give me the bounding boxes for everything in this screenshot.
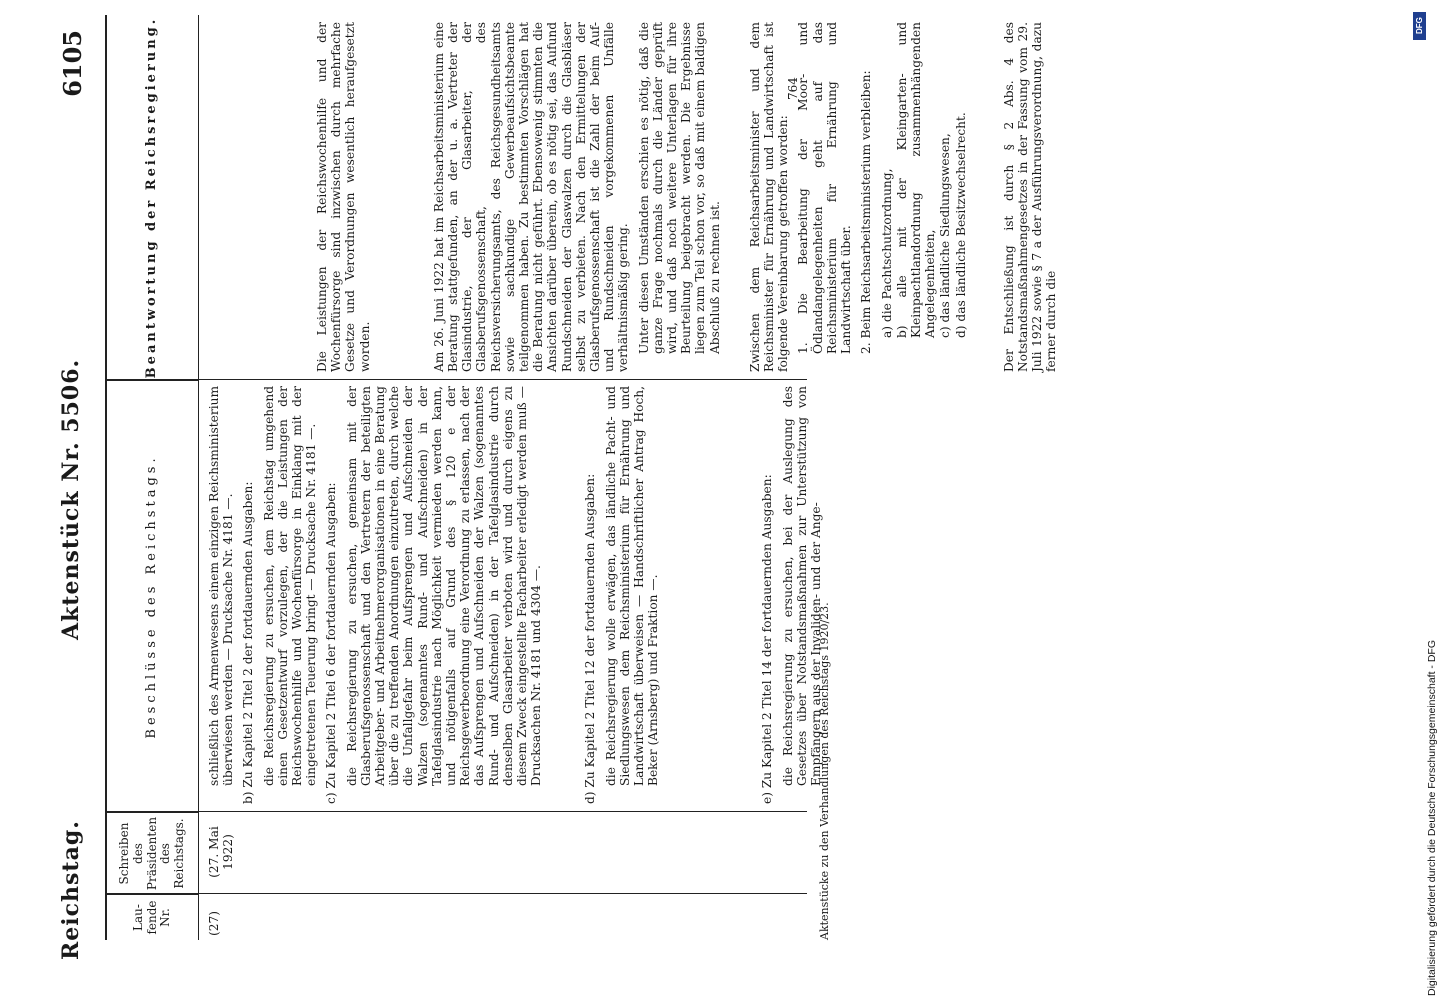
resolutions-cell (207, 386, 829, 804)
resolution-c-text: die Reichsregierung zu ersuchen, gemeinsam mit der Glasberufsgenossenschaft und den Vertretern der beteiligten Arbeitgeber- und Arbeitnehmerorganisationen in eine Beratung über die zu treffenden Anordnungen einzutreten, durch welche die Unfallgefahr beim Aufsprengen und Aufschneiden der Walzen (sogenanntes Rund- und Aufschneiden) in der Tafelglasindustrie nach Möglichkeit vermieden werden kann, und nötigenfalls auf Grund des § 120 e der Reichsgewerbeordnung eine Verordnung zu erlassen, nach der das Aufsprengen und Aufschneiden der Walzen (sogenanntes Rund- und Aufschneiden) in der Tafelglasindustrie durch denselben Glasarbeiter verboten wird und durch eigens zu diesem Zweck eingestellte Facharbeiter erledigt werden muß — Drucksachen Nr. 4181 und 4304 —. (344, 386, 544, 786)
answer-e: Der Entschließung ist durch § 2 Abs. 4 des Notstandsmaßnahmengesetzes in der Fassung vom 29. Juli 1922 sowie § 7 a der Ausführungsverordnung, dazu ferner durch die (1001, 22, 1059, 372)
resolution-d-heading: d) Zu Kapitel 2 Titel 12 der fortdauernden Ausgaben: (583, 473, 598, 804)
page-footer: Aktenstücke zu den Verhandlungen des Reichstags 1920/23. (818, 602, 831, 940)
resolution-c-heading: c) Zu Kapitel 2 Titel 6 der fortdauernden Ausgaben: (324, 482, 339, 804)
header-title: Aktenstück Nr. 5506. (58, 358, 84, 640)
column-divider (107, 811, 807, 812)
page-number: 6105 (58, 30, 87, 97)
answer-d-item-2a: a) die Pachtschutzordnung, (879, 168, 894, 338)
header-left: Reichstag. (58, 820, 84, 960)
resolution-b-text: die Reichsregierung zu ersuchen, dem Reichstag umgehend einen Gesetzentwurf vorzulegen, der die Leistungen der Reichswochenhilfe und Wochenfürsorge in Einklang mit der eingetretenen Teuerung bringt — Drucksache Nr. 4181 —. (261, 386, 319, 786)
resolution-d-text: die Reichsregierung wolle erwägen, das ländliche Pacht- und Siedlungswesen dem Reichsministerium für Ernährung und Landwirtschaft überweisen — Handschriftlicher Antrag Hoch, Beker (Arnsberg) und Fraktion —. (603, 386, 661, 786)
answer-d-item-2d: d) das ländliche Besitzwechselrecht. (953, 112, 968, 338)
resolution-a-continued: schließlich des Armenwesens einem einzigen Reichsministerium überwiesen werden — Drucksache Nr. 4181 —. (207, 386, 236, 786)
answer-c-paragraph-1: Am 26. Juni 1922 hat im Reichsarbeitsministerium eine Beratung stattgefunden, an der u. a. Vertreter der Glasindustrie, der Glasarbeiter, der Glasberufsgenossenschaft, des Reichsversicherungsamts, des Reichsgesundheitsamts sowie sachkundige Gewerbeaufsichtsbeamte teilgenommen haben. Zu bestimmten Vorschlägen hat die Beratung nicht geführt. Ebensowenig stimmten die Ansichten darüber überein, ob es nötig sei, das Aufund Rundschneiden der Glaswalzen durch die Glasbläser selbst zu verbieten. Nach den Ermittelungen der Glasberufsgenossenschaft ist die Zahl der beim Auf- und Rundschneiden vorgekommenen Unfälle verhältnismäßig gering. (431, 22, 631, 372)
column-header-answer: Beantwortung der Reichsregierung. (107, 15, 199, 380)
answer-d-item-2b: b) alle mit der Kleingarten- und Kleinpachtlandordnung zusammenhängenden Angelegenheiten, (894, 22, 938, 338)
answer-d-item-1: 1. Die Bearbeitung der Moor- und Ödlandangelegenheiten geht auf das Reichsministerium für Ernährung und Landwirtschaft über. (796, 22, 854, 354)
answer-c-paragraph-2: Unter diesen Umständen erschien es nötig, daß die ganze Frage nochmals durch die Länder geprüft wird, und daß noch weitere Unterlagen für ihre Beurteilung beigebracht werden. Die Ergebnisse liegen zum Teil schon vor, so daß mit einem baldigen Abschluß zu rechnen ist. (636, 22, 722, 354)
answer-cell (207, 22, 1065, 372)
dfg-sidebar (1412, 6, 1438, 996)
entry-number: (27) (207, 910, 221, 936)
page-header (58, 30, 98, 960)
dfg-funding-note: Digitalisierung gefördert durch die Deutsche Forschungsgemeinschaft - DFG (1426, 639, 1438, 996)
answer-b: Die Leistungen der Reichswochenhilfe und der Wochenfürsorge sind inzwischen durch mehrfache Gesetze und Verordnungen wesentlich heraufgesetzt worden. (315, 22, 372, 372)
column-divider (107, 893, 807, 894)
resolution-e-heading: e) Zu Kapitel 2 Titel 14 der fortdauernden Ausgaben: (760, 474, 775, 804)
resolution-e-text: die Reichsregierung zu ersuchen, bei der Auslegung des Gesetzes über Notstandsmaßnahmen zur Unterstützung von Empfängern aus der Invaliden- und der Ange- (780, 386, 824, 786)
column-header-nr: Lau-fende Nr. (107, 894, 199, 940)
answer-d-item-2c: c) das ländliche Siedlungswesen, (938, 133, 953, 338)
answer-d-intro: Zwischen dem Reichsarbeitsminister und dem Reichsminister für Ernährung und Landwirtschaft ist folgende Vereinbarung getroffen worden: (747, 22, 791, 372)
answer-d-item-2: 2. Beim Reichsarbeitsministerium verbleiben: (859, 70, 874, 354)
column-divider (107, 379, 807, 380)
column-header-resolutions: Beschlüsse des Reichstags. (107, 380, 199, 812)
column-header-date: Schreiben des Präsidenten des Reichstags. (107, 812, 199, 894)
entry-date: (27. Mai 1922) (207, 826, 236, 878)
resolution-b-heading: b) Zu Kapitel 2 Titel 2 der fortdauernden Ausgaben: (241, 481, 256, 804)
dfg-logo: DFG (1413, 12, 1426, 40)
signature-page-ref: 764 (786, 77, 800, 100)
